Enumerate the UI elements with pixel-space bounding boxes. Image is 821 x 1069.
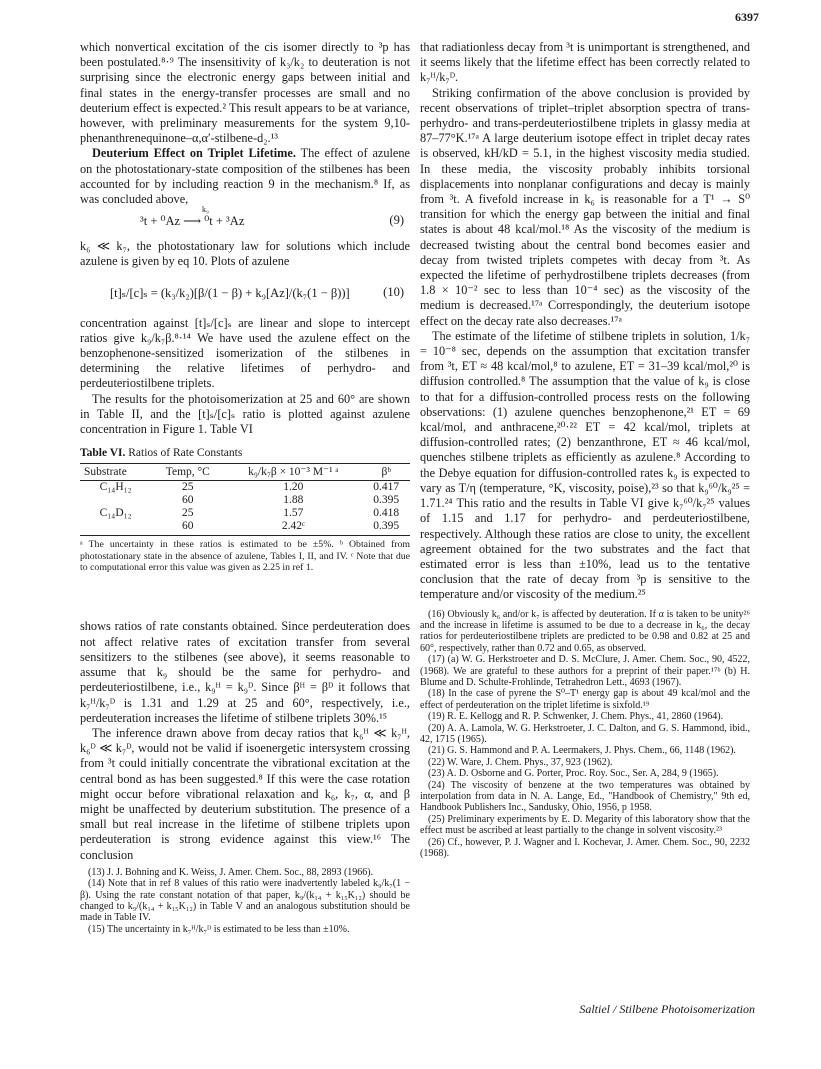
table-cell: 0.395 [373, 494, 400, 507]
references-right [420, 609, 750, 860]
reference-item: (23) A. D. Osborne and G. Porter, Proc. Roy. Soc., Ser. A, 284, 9 (1965). [428, 768, 719, 780]
reference-item: (19) R. E. Kellogg and R. P. Schwenker, J. Chem. Phys., 41, 2860 (1964). [428, 711, 724, 723]
table-cell: 25 [182, 507, 194, 520]
table-row [80, 507, 410, 520]
equation-9-number: (9) [389, 213, 404, 228]
table-cell: 0.417 [373, 481, 400, 494]
table-cell [80, 494, 151, 507]
reference-item: (18) In the case of pyrene the S⁰–T¹ energy gap is about 49 kcal/mol and the effect of perdeuteration on the triplet lifetime is sixfold.¹⁹ [420, 688, 750, 711]
table-header: Temp, °C [151, 464, 224, 481]
equation-10-number: (10) [383, 285, 404, 300]
rate-constants-table [80, 463, 410, 536]
paragraph: shows ratios of rate constants obtained. Since perdeuteration does not affect relative rates of excitation transfer from several sensitizers to the stilbenes (see above), it seems reasonable to assume that k₉ should be the same for perhydro- and perdeuteriostilbene, i.e., k₉ᴴ = k₉ᴰ. Since βᴴ = βᴰ it follows that k₇ᴴ/k₇ᴰ is 1.31 and 1.29 at 25 and 60°, respectively, i.e., perdeuteration increases the lifetime of stilbene triplets 30%.¹⁵ [80, 619, 410, 725]
table-row [80, 494, 410, 507]
table-cell: C₁₄D₁₂ [99, 507, 132, 520]
reference-item: (15) The uncertainty in k₇ᴴ/k₇ᴰ is estimated to be less than ±10%. [88, 923, 350, 935]
reference-item: (13) J. J. Bohning and K. Weiss, J. Amer. Chem. Soc., 88, 2893 (1966). [88, 866, 374, 878]
table-cell: 60 [151, 520, 224, 536]
equation-9-text: ³t + ⁰Az ⟶ ⁰t + ³Az [140, 214, 245, 229]
table-header: Substrate [80, 464, 151, 481]
table-caption: Ratios of Rate Constants [125, 447, 243, 460]
paragraph: concentration against [t]ₛ/[c]ₛ are linear and slope to intercept ratios give k₉/k₇β.⁸·¹⁴ We have used the azulene effect on the benzophenone-sensitized isomerization of the stilbenes in determining the relative lifetimes of perhydro- and perdeuteriostilbene triplets. [80, 315, 410, 391]
table-row [80, 481, 410, 495]
table-cell: 2.42ᶜ [224, 520, 362, 536]
section-paragraph [80, 146, 410, 207]
table-cell [80, 520, 151, 536]
reference-item: (16) Obviously k₆ and/or k₇ is affected by deuteration. If α is taken to be unity²⁶ and the increase in lifetime is assumed to be due to a decrease in k₆, the decay ratios for perdeuteriostilbene triplets are predicted to be 0.98 and 0.82 at 25 and 60°, respectively, rather than 0.72 and 0.65, as observed. [420, 608, 750, 654]
page-number: 6397 [735, 10, 759, 24]
table-cell: 25 [182, 481, 194, 494]
reference-item: (24) The viscosity of benzene at the two temperatures was obtained by interpolation from data in N. A. Lange, Ed., "Handbook of Chemistry," 9th ed, Handbook Publishers Inc., Sandusky, Ohio, 1956, p 1958. [420, 779, 750, 814]
section-heading: Deuterium Effect on Triplet Lifetime. [92, 146, 296, 161]
table-header: βᵇ [362, 464, 410, 481]
references-left [80, 867, 410, 935]
paragraph: The results for the photoisomerization at 25 and 60° are shown in Table II, and the [t]ₛ/[c]ₛ ratio is plotted against azulene concentration in Figure 1. Table VI [80, 391, 410, 437]
table-title [80, 447, 410, 459]
equation-9 [80, 205, 410, 233]
running-footer: Saltiel / Stilbene Photoisomerization [579, 1002, 755, 1016]
paragraph: k₆ ≪ k₇, the photostationary law for solutions which include azulene is given by eq 10. Plots of azulene [80, 239, 410, 269]
paragraph: Striking confirmation of the above conclusion is provided by recent observations of triplet–triplet absorption spectra of trans-perhydro- and trans-perdeuteriostilbene triplets in glassy media at 87–77°K.¹⁷ᵃ A large deuterium isotope effect in triplet decay rates is observed, kH/kD = 5.1, in the highest viscosity media studied. In these media, the viscosity probably inhibits torsional displacements into nonplanar configurations and decay is mainly from ³t. A fivefold increase in k₆ is reasonable for a T¹ → S⁰ transition for which the energy gap between the initial and final states is about 48 kcal/mol.¹⁸ As the viscosity of the medium is decreased twisting about the central bond becomes easier and decay from twisted triplets competes with decay from ³t. As expected the lifetime of perhydrostilbene triplets decreases (from 1.8 × 10⁻² sec to less than 10⁻⁴ sec) as the viscosity of the medium is decreased.¹⁷ᵃ Correspondingly, the deuterium isotope effect on the decay rate also decreases.¹⁷ᵃ [420, 85, 750, 328]
reference-item: (21) G. S. Hammond and P. A. Leermakers, J. Phys. Chem., 66, 1148 (1962). [428, 745, 736, 757]
table-cell: 0.418 [373, 507, 400, 520]
paragraph: The estimate of the lifetime of stilbene triplets in solution, 1/k₇ = 10⁻⁸ sec, depends on the assumption that excitation transfer from ³t, ET ≈ 48 kcal/mol,⁸ to azulene, ET = 31–39 kcal/mol,²⁰ is diffusion controlled.⁸ The assumption that the value of k₉ is close to that for a diffusion-controlled process rests on the following observations: (1) azulene quenches benzophenone,²¹ ET = 69 kcal/mol, and anthracene,²⁰·²² ET = 42 kcal/mol, triplets at diffusion-controlled rates; (2) benzanthrone, ET ≈ 46 kcal/mol, quenches stilbene triplets as efficiently as azulene.⁸ According to the Debye equation for diffusion-controlled rates k₉ is expected to vary as T/η (temperature, °K, viscosity, poise),²³ so that k₉⁶⁰/k₉²⁵ = 1.71.²⁴ This ratio and the results in Table VI give k₇⁶⁰/k₇²⁵ values of 1.15 and 1.17 for perhydro- and perdeuteriostilbene, respectively. Although these ratios are close to unity, the excellent agreement obtained for the two substrates and the fact that estimated error is less than ±10%, lead us to the tentative conclusion that the rate of decay from ³p is sensitive to the temperature and/or viscosity of the medium.²⁵ [420, 328, 750, 602]
table-cell: 1.88 [283, 494, 304, 507]
paragraph: that radiationless decay from ³t is unimportant is strengthened, and it seems likely that the lifetime effect has been correctly related to k₇ᴴ/k₇ᴰ. [420, 40, 750, 85]
table-cell: C₁₄H₁₂ [99, 481, 132, 494]
table-label: Table VI. [80, 447, 126, 460]
reference-item: (26) Cf., however, P. J. Wagner and I. Kochevar, J. Amer. Chem. Soc., 90, 2232 (1968). [420, 836, 750, 860]
table-cell: 0.395 [362, 520, 410, 536]
table-cell: 1.20 [283, 481, 304, 494]
equation-10-text: [t]ₛ/[c]ₛ = (k₃/k₂)[β/(1 − β) + k₉[Az]/(k₇(1 − β))] [110, 285, 350, 300]
reference-item: (17) (a) W. G. Herkstroeter and D. S. McClure, J. Amer. Chem. Soc., 90, 4522, (1968). We are grateful to these authors for a preprint of their paper.¹⁷ᵇ (b) H. Blume and D. Schulte-Frohlinde, Tetrahedron Lett., 4693 (1967). [420, 654, 750, 688]
reference-item: (22) W. Ware, J. Chem. Phys., 37, 923 (1962). [428, 756, 613, 768]
paragraph-text: The effect of azulene on the photostationary-state composition of the stilbenes has been accounted for by including reaction 9 in the mechanism.⁸ If, as was concluded above, [80, 146, 410, 207]
paragraph: The inference drawn above from decay ratios that k₆ᴴ ≪ k₇ᴴ, k₆ᴰ ≪ k₇ᴰ, would not be valid if isoenergetic intersystem crossing from ³t could initially concentrate the vibrational excitation at the central bond as has been suggested.⁸ If this were the case rotation might occur before vibrational relaxation and k₆, k₇, α, and β might be unaffected by deuterium substitution. The presence of a small but real increase in the lifetime of stilbene triplets upon perdeuteration is strong evidence against this view.¹⁶ The conclusion [80, 725, 410, 862]
table-cell: 1.57 [283, 507, 304, 520]
left-column [80, 40, 410, 935]
table-row [80, 520, 410, 536]
reference-item: (25) Preliminary experiments by E. D. Megarity of this laboratory show that the effect must be ascribed at least partially to the change in solvent viscosity.²³ [420, 813, 750, 837]
reference-item: (20) A. A. Lamola, W. G. Herkstroeter, J. C. Dalton, and G. S. Hammond, ibid., 42, 1715 (1965). [420, 722, 750, 745]
equation-10 [80, 276, 410, 310]
equation-9-rate-label: k₉ [202, 205, 209, 215]
table-header: k₉/k₇β × 10⁻³ M⁻¹ ᵃ [224, 464, 362, 481]
table-footnote: ᵃ The uncertainty in these ratios is estimated to be ±5%. ᵇ Obtained from photostationary state in the absence of azulene, Tables I, II, and IV. ᶜ Note that due to computational error this value was given as 2.25 in ref 1. [80, 539, 410, 574]
equation-9-body [140, 205, 245, 229]
table-cell: 60 [182, 494, 194, 507]
right-column [420, 40, 750, 859]
paragraph: which nonvertical excitation of the cis isomer directly to ³p has been postulated.⁸·⁹ The insensitivity of k₃/k₂ to deuteration is not surprising since the electronic energy gaps between initial and final states in the energy-transfer processes are small and no deuterium effect is expected.² This result appears to be at variance, however, with preliminary measurements for the system 9,10-phenanthrenequinone–α,α′-stilbene-d₂.¹³ [80, 40, 410, 146]
reference-item: (14) Note that in ref 8 values of this ratio were inadvertently labeled k₉/k₇(1 − β). Using the rate constant notation of that paper, k₉/(k₁₄ + k₁₅K₁₂) should be changed to k₉/(k₁₄ + k₁₅K₁₂) in Table V and an analogous substitution should be made in Table IV. [80, 878, 410, 924]
